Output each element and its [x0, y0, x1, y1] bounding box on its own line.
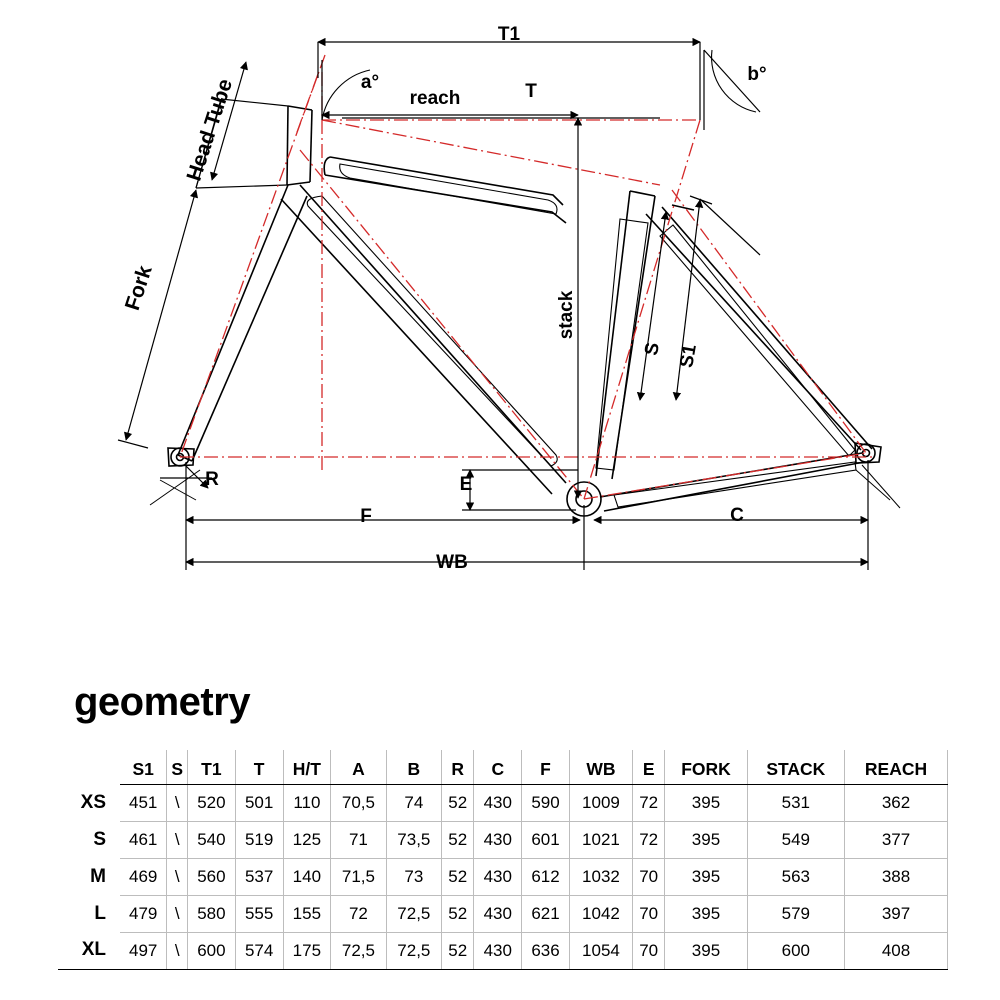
geometry-cell: \: [167, 895, 188, 932]
geometry-cell: 140: [283, 858, 331, 895]
geometry-cell: 563: [747, 858, 845, 895]
geometry-col-header-reach: REACH: [845, 750, 948, 784]
label-t1: T1: [497, 24, 521, 45]
geometry-cell: 1021: [569, 821, 632, 858]
geometry-cell: 73: [386, 858, 441, 895]
geometry-cell: 555: [235, 895, 283, 932]
geometry-cell: 71: [331, 821, 386, 858]
geometry-cell: 72: [633, 784, 665, 821]
geometry-col-header-e: E: [633, 750, 665, 784]
label-c: C: [730, 505, 744, 526]
label-reach: reach: [409, 88, 461, 109]
geometry-cell: 519: [235, 821, 283, 858]
geometry-cell: 461: [120, 821, 167, 858]
label-r: R: [205, 469, 219, 490]
geometry-cell: 125: [283, 821, 331, 858]
frame-outline: [168, 99, 881, 516]
geometry-col-header-fork: FORK: [665, 750, 747, 784]
geometry-cell: \: [167, 784, 188, 821]
geometry-col-header-wb: WB: [569, 750, 632, 784]
geometry-cell: 580: [188, 895, 236, 932]
geometry-cell: 1042: [569, 895, 632, 932]
table-row: [58, 821, 948, 858]
geometry-cell: 72: [633, 821, 665, 858]
geometry-cell: \: [167, 821, 188, 858]
geometry-cell: 531: [747, 784, 845, 821]
geometry-cell: 501: [235, 784, 283, 821]
geometry-table-wrap: [58, 750, 948, 970]
label-wb: WB: [436, 552, 468, 573]
geometry-size-label: L: [94, 902, 106, 924]
geometry-col-header-stack: STACK: [747, 750, 845, 784]
geometry-size-header: [58, 750, 120, 784]
label-t: T: [525, 81, 537, 102]
geometry-cell: 430: [474, 895, 522, 932]
geometry-cell: 540: [188, 821, 236, 858]
geometry-col-header-r: R: [442, 750, 474, 784]
geometry-cell: 430: [474, 784, 522, 821]
geometry-cell: 549: [747, 821, 845, 858]
geometry-cell: 497: [120, 932, 167, 969]
geometry-cell: 70: [633, 932, 665, 969]
geometry-cell: 430: [474, 932, 522, 969]
geometry-cell: 72,5: [331, 932, 386, 969]
geometry-title: geometry: [74, 680, 251, 724]
geometry-cell: 600: [747, 932, 845, 969]
geometry-cell: 601: [522, 821, 570, 858]
geometry-cell: \: [167, 858, 188, 895]
label-head-tube: Head Tube: [182, 76, 238, 184]
geometry-cell: 479: [120, 895, 167, 932]
geometry-cell: 1009: [569, 784, 632, 821]
geometry-section: [0, 640, 1000, 1000]
geometry-cell: 395: [665, 895, 747, 932]
geometry-cell: 395: [665, 858, 747, 895]
geometry-cell: 621: [522, 895, 570, 932]
geometry-cell: 70: [633, 858, 665, 895]
geometry-cell: 52: [442, 858, 474, 895]
geometry-cell: 430: [474, 821, 522, 858]
geometry-size-label: M: [90, 865, 106, 887]
geometry-cell: 72: [331, 895, 386, 932]
geometry-cell: 469: [120, 858, 167, 895]
geometry-table-body: [58, 784, 948, 969]
geometry-cell: 110: [283, 784, 331, 821]
geometry-cell: 388: [845, 858, 948, 895]
geometry-cell: 52: [442, 895, 474, 932]
geometry-cell: 590: [522, 784, 570, 821]
geometry-cell: 612: [522, 858, 570, 895]
geometry-cell: 175: [283, 932, 331, 969]
geometry-cell: 1032: [569, 858, 632, 895]
geometry-col-header-s1: S1: [120, 750, 167, 784]
geometry-cell: 74: [386, 784, 441, 821]
table-row: [58, 858, 948, 895]
geometry-cell: 1054: [569, 932, 632, 969]
geometry-cell: 408: [845, 932, 948, 969]
geometry-cell: 70: [633, 895, 665, 932]
label-e: E: [459, 474, 473, 495]
geometry-cell: 377: [845, 821, 948, 858]
geometry-cell: 560: [188, 858, 236, 895]
geometry-cell: 155: [283, 895, 331, 932]
geometry-cell: 451: [120, 784, 167, 821]
geometry-col-header-h-t: H/T: [283, 750, 331, 784]
label-fork: Fork: [120, 262, 157, 314]
geometry-cell: 395: [665, 784, 747, 821]
geometry-cell: 362: [845, 784, 948, 821]
geometry-cell: \: [167, 932, 188, 969]
geometry-cell: 52: [442, 821, 474, 858]
geometry-cell: 395: [665, 932, 747, 969]
geometry-col-header-t1: T1: [188, 750, 236, 784]
table-row: [58, 932, 948, 969]
geometry-size-label: XL: [58, 932, 120, 969]
geometry-table: [58, 750, 948, 970]
geometry-table-header-row: [58, 750, 948, 784]
label-s1: S1: [676, 342, 701, 370]
geometry-cell: 397: [845, 895, 948, 932]
geometry-size-label: S: [93, 828, 106, 850]
label-s: S: [641, 340, 665, 358]
geometry-cell: 430: [474, 858, 522, 895]
table-row: [58, 895, 948, 932]
geometry-cell: 72,5: [386, 932, 441, 969]
label-angle-a: a°: [360, 72, 380, 93]
geometry-cell: 579: [747, 895, 845, 932]
geometry-cell: 52: [442, 932, 474, 969]
geometry-cell: 574: [235, 932, 283, 969]
geometry-col-header-f: F: [522, 750, 570, 784]
geometry-cell: 70,5: [331, 784, 386, 821]
geometry-cell: 52: [442, 784, 474, 821]
geometry-cell: 72,5: [386, 895, 441, 932]
geometry-col-header-c: C: [474, 750, 522, 784]
geometry-cell: 73,5: [386, 821, 441, 858]
geometry-cell: 395: [665, 821, 747, 858]
diagram-labels: [121, 24, 767, 573]
geometry-col-header-a: A: [331, 750, 386, 784]
geometry-cell: 520: [188, 784, 236, 821]
geometry-cell: 537: [235, 858, 283, 895]
dimension-lines: [118, 42, 900, 570]
label-f: F: [360, 506, 372, 527]
centerlines: [180, 55, 875, 499]
label-stack: stack: [556, 290, 577, 340]
geometry-size-label: XS: [80, 791, 106, 813]
geometry-col-header-t: T: [235, 750, 283, 784]
geometry-col-header-s: S: [167, 750, 188, 784]
geometry-cell: 71,5: [331, 858, 386, 895]
label-angle-b: b°: [747, 64, 767, 85]
geometry-col-header-b: B: [386, 750, 441, 784]
geometry-cell: 600: [188, 932, 236, 969]
table-row: [58, 784, 948, 821]
geometry-cell: 636: [522, 932, 570, 969]
